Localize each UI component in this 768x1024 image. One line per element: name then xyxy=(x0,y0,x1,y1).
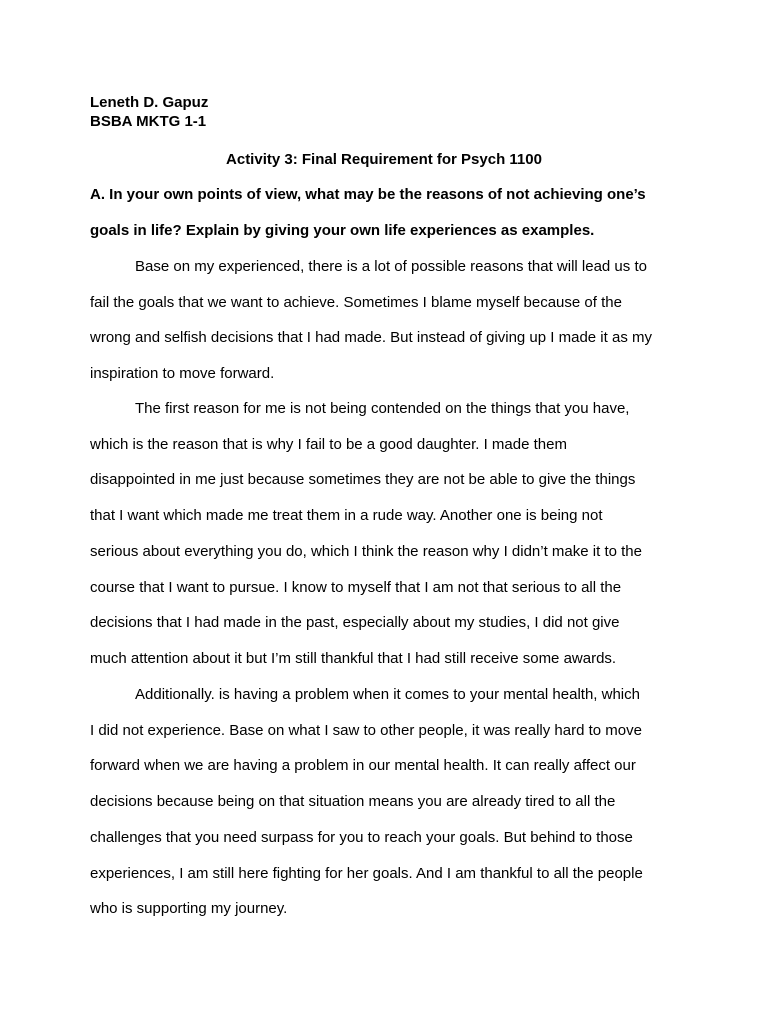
paragraph-3 xyxy=(90,677,665,927)
paragraph-line: I did not experience. Base on what I saw to other people, it was really hard to move xyxy=(90,721,642,739)
paragraph-line: decisions because being on that situation means you are already tired to all the xyxy=(90,793,616,811)
paragraph-line: which is the reason that is why I fail to be a good daughter. I made them xyxy=(90,435,567,453)
paragraph-line: experiences, I am still here fighting for her goals. And I am thankful to all the people xyxy=(90,864,643,882)
question-line: A. In your own points of view, what may be the reasons of not achieving one’s xyxy=(90,186,646,203)
paragraph-line: Additionally. is having a problem when it comes to your mental health, which xyxy=(135,686,640,703)
paragraph-line: disappointed in me just because sometimes they are not be able to give the things xyxy=(90,471,636,489)
paragraph-line: much attention about it but I’m still thankful that I had still receive some awards. xyxy=(90,649,617,667)
paragraph-1 xyxy=(90,249,665,392)
paragraph-line: challenges that you need surpass for you to reach your goals. But behind to those xyxy=(90,828,633,846)
paragraph-line: decisions that I had made in the past, especially about my studies, I did not give xyxy=(90,614,620,632)
paragraph-line: Base on my experienced, there is a lot of possible reasons that will lead us to xyxy=(135,258,647,275)
paragraph-line: that I want which made me treat them in a rude way. Another one is being not xyxy=(90,507,603,525)
paragraph-line: who is supporting my journey. xyxy=(90,900,288,918)
question-line: goals in life? Explain by giving your own life experiences as examples. xyxy=(90,221,595,239)
paragraph-line: course that I want to pursue. I know to myself that I am not that serious to all the xyxy=(90,578,622,596)
paragraph-2 xyxy=(90,391,665,677)
author-name: Leneth D. Gapuz xyxy=(90,94,209,111)
author-block xyxy=(90,93,665,131)
paragraph-line: wrong and selfish decisions that I had made. But instead of giving up I made it as my xyxy=(90,329,652,347)
paragraph-line: The first reason for me is not being contended on the things that you have, xyxy=(135,400,630,417)
paragraph-line: forward when we are having a problem in our mental health. It can really affect our xyxy=(90,757,636,775)
author-course: BSBA MKTG 1-1 xyxy=(90,113,207,130)
paragraph-line: serious about everything you do, which I think the reason why I didn’t make it to the xyxy=(90,542,642,560)
paragraph-line: inspiration to move forward. xyxy=(90,365,275,383)
question-heading xyxy=(90,177,665,248)
document-title: Activity 3: Final Requirement for Psych 1100 xyxy=(226,151,542,168)
paragraph-line: fail the goals that we want to achieve. Sometimes I blame myself because of the xyxy=(90,293,622,311)
